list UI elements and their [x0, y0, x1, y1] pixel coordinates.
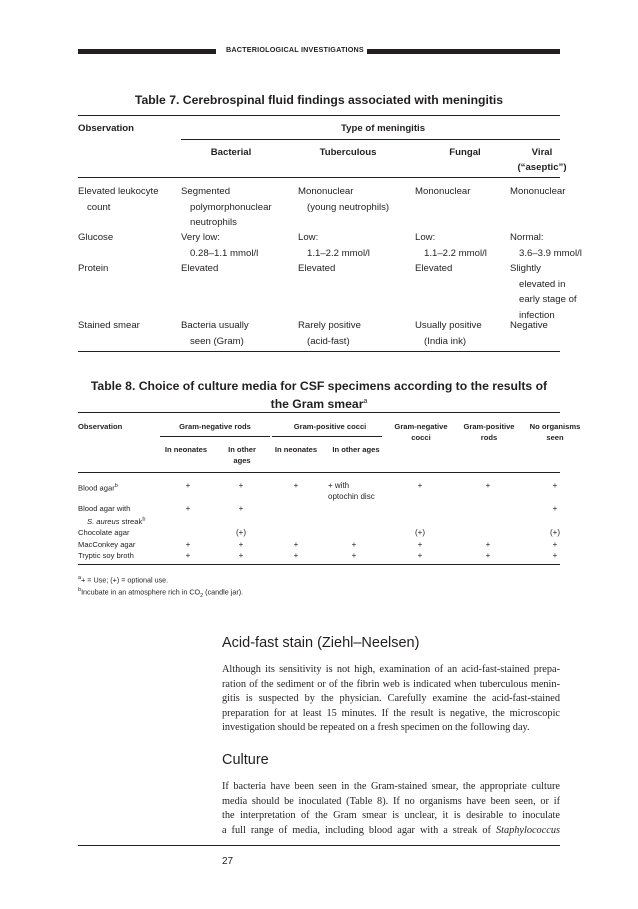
footnote-b-sub: 2	[200, 592, 204, 599]
table8-row-0-mark-6: +	[552, 481, 558, 490]
footnote-b-tail: (candle jar).	[203, 587, 244, 597]
table7-cell-line: 1.1–2.2 mmol/l	[424, 247, 487, 259]
table8-header-rule	[78, 472, 560, 473]
table7-cell-line: infection	[519, 309, 555, 321]
footnote-a-mark: a	[78, 575, 82, 581]
table8-row-0-mark-0: +	[185, 481, 191, 490]
table7-row-3-cell-3	[510, 318, 548, 334]
header-rule-right	[367, 49, 560, 54]
paragraph-line	[222, 663, 560, 678]
table7-col-header-3-line: (“aseptic”)	[517, 162, 567, 173]
footnote-b-text: Incubate in an atmosphere rich in CO	[81, 587, 201, 597]
table7-col-header-3-line: Viral	[531, 147, 553, 158]
table7-col-header-3	[500, 145, 584, 175]
table7-row-2-observation	[78, 261, 108, 277]
table7-cell-line: neutrophils	[190, 217, 237, 228]
table7-caption: Table 7. Cerebrospinal fluid findings associated with meningitis	[134, 93, 504, 107]
table8-row-3-mark-1: +	[238, 540, 244, 549]
paragraph-line-text: If bacteria have been seen in the Gram-stained smear, the appropriate culture	[222, 781, 560, 792]
table7-row-2-cell-2	[415, 261, 452, 277]
table7-row-1-cell-3	[510, 230, 582, 261]
section-acid-fast-title: Acid-fast stain (Ziehl–Neelsen)	[222, 635, 420, 651]
table8-row-3-mark-3: +	[351, 540, 357, 549]
table7-cell-line: Low:	[415, 232, 436, 243]
table7-header-rule	[78, 177, 560, 178]
table8-sub-in-other-ages-1-l2: ages	[233, 455, 251, 465]
table7-cell-line: Elevated	[181, 263, 219, 274]
table8-row-0-mark-5: +	[485, 481, 491, 490]
table8-row-4-mark-3: +	[351, 551, 357, 560]
paragraph-line	[222, 780, 560, 795]
table7-row-3-observation	[78, 318, 140, 334]
table7-row-0-cell-2	[415, 184, 470, 200]
table7-col-header-0-line: Bacterial	[210, 147, 252, 158]
table8-row-label-text: Blood agar with	[78, 504, 131, 513]
table8-no-organisms-l2: seen	[546, 432, 564, 442]
table7-row-0-observation	[78, 184, 159, 215]
table8-row-label-text: Chocolate agar	[78, 528, 130, 537]
table8-row-1-mark-1: +	[238, 504, 244, 513]
paragraph-line	[222, 692, 560, 707]
table7-cell-line: Usually positive	[415, 320, 482, 331]
paragraph-line	[222, 809, 560, 824]
footnote-a-text: + = Use; (+) = optional use.	[81, 575, 169, 585]
table7-row-3-cell-1	[298, 318, 361, 349]
table7-cell-line: seen (Gram)	[190, 335, 244, 347]
paragraph-line	[222, 824, 560, 839]
table8-row-2-mark-6: (+)	[550, 528, 560, 537]
table8-row-0-mark-2: +	[293, 481, 299, 490]
table7-cell-line: Mononuclear	[510, 186, 566, 197]
table8-row-4-mark-0: +	[185, 551, 191, 560]
table8-gnr-rule	[160, 436, 270, 437]
paragraph-line-text: media should be inoculated (Table 8). If no organisms have been seen, or if	[222, 795, 560, 807]
table7-group-rule	[181, 139, 560, 140]
paragraph-line-text: Although its sensitivity is not high, examination of an acid-fast-stained prepa-	[222, 664, 560, 675]
table7-col-header-0	[181, 145, 281, 160]
table8-caption	[78, 378, 560, 412]
table8-observation-header: Observation	[78, 422, 123, 431]
table8-row-3-mark-0: +	[185, 540, 191, 549]
table8-row-label-line2	[78, 517, 145, 526]
table8-row-4-mark-5: +	[485, 551, 491, 560]
table8-caption-sup: a	[363, 398, 368, 405]
table8-row-1-mark-0: +	[185, 504, 191, 513]
paragraph-line	[222, 678, 560, 693]
paragraph-line-text: ration of the sediment or of the fibrin web is indicated when tuberculous menin-	[222, 678, 560, 690]
table8-sub-in-other-ages-1-l1: In other	[228, 445, 256, 454]
table8-gram-pos-rods-l2: rods	[480, 432, 498, 442]
section-culture-title: Culture	[222, 752, 269, 768]
table7-cell-line: Glucose	[78, 232, 114, 243]
table8-caption-line1: Table 8. Choice of culture media for CSF specimens according to the results of	[90, 379, 548, 393]
table8-row-label-text: MacConkey agar	[78, 540, 136, 549]
header-rule-left	[78, 49, 216, 54]
table8-row-1-label	[78, 504, 145, 528]
table7-cell-line: Low:	[298, 232, 319, 243]
table8-gpc-rule	[272, 436, 382, 437]
table7-cell-line: Very low:	[181, 232, 220, 243]
table8-row-label-sup: b	[114, 483, 118, 489]
table7-observation-header: Observation	[78, 123, 134, 134]
table7-bottom-rule	[78, 351, 560, 352]
table7-cell-line: (acid-fast)	[307, 335, 350, 347]
table8-row-3-mark-6: +	[552, 540, 558, 549]
table8-row-4-mark-6: +	[552, 551, 558, 560]
table8-caption-line2: the Gram smear	[270, 397, 364, 412]
table7-col-header-1-line: Tuberculous	[319, 147, 377, 158]
table7-col-header-2-line: Fungal	[449, 147, 481, 158]
table8-sub-in-other-ages-1	[222, 445, 262, 466]
table7-cell-line: Negative	[510, 320, 548, 331]
table8-sub-in-neonates-1: In neonates	[164, 445, 208, 454]
table8-gram-pos-cocci-header: Gram-positive cocci	[293, 422, 367, 431]
page-number: 27	[222, 856, 234, 867]
table8-gram-neg-cocci-l2: cocci	[411, 432, 431, 442]
table7-cell-line: polymorphonuclear	[190, 201, 272, 213]
footnote-b-mark: b	[78, 587, 82, 593]
table8-gram-neg-cocci-l1: Gram-negative	[394, 422, 448, 431]
table8-row-3-mark-5: +	[485, 540, 491, 549]
table7-cell-line: Stained smear	[78, 320, 140, 331]
table7-row-1-cell-1	[298, 230, 370, 261]
section-culture-paragraph	[222, 780, 560, 838]
table8-row-4-mark-2: +	[293, 551, 299, 560]
table8-gram-pos-rods-header	[454, 422, 524, 443]
footer-rule	[78, 845, 560, 846]
table8-no-organisms-header	[520, 422, 590, 443]
table7-cell-line: early stage of	[519, 294, 577, 305]
table7-cell-line: 1.1–2.2 mmol/l	[307, 247, 370, 259]
table7-cell-line: Elevated leukocyte	[78, 186, 159, 197]
table8-row-3-label	[78, 540, 135, 551]
table7-top-rule	[78, 115, 560, 116]
table7-cell-line: (India ink)	[424, 335, 467, 347]
table8-sub-in-other-ages-2: In other ages	[332, 445, 380, 454]
table7-row-1-observation	[78, 230, 113, 246]
table7-cell-line: Segmented	[181, 186, 231, 197]
table8-row-label-text: Blood agar	[78, 483, 115, 493]
table8-row-4-mark-4: +	[417, 551, 423, 560]
table8-footnote-b	[78, 585, 243, 601]
paragraph-italic-word: Staphylococcus	[495, 824, 560, 836]
table7-row-1-cell-2	[415, 230, 487, 261]
table7-row-1-cell-0	[181, 230, 258, 261]
table7-cell-line: (young neutrophils)	[307, 201, 390, 213]
table8-row-4-label	[78, 551, 134, 562]
table8-row-label-text: Tryptic soy broth	[78, 551, 134, 560]
table8-gram-neg-rods-header: Gram-negative rods	[179, 422, 251, 431]
table7-cell-line: count	[87, 201, 111, 213]
table8-gram-pos-rods-l1: Gram-positive	[463, 422, 515, 431]
table7-cell-line: 0.28–1.1 mmol/l	[190, 247, 259, 259]
table8-row-0-mark-3: + with	[328, 481, 350, 490]
table8-row-label-italic: S. aureus	[87, 517, 120, 527]
table7-cell-line: Mononuclear	[298, 186, 354, 197]
table7-cell-line: elevated in	[519, 278, 566, 290]
table8-gram-neg-cocci-header	[386, 422, 456, 443]
table7-cell-line: Rarely positive	[298, 320, 361, 331]
table8-row-0-extra: optochin disc	[328, 492, 375, 501]
paragraph-line	[222, 721, 560, 736]
paragraph-line-text: gitis is suspected by the physician. Carefully examine the acid-fast-stained	[222, 693, 560, 705]
table8-row-3-mark-2: +	[293, 540, 299, 549]
table8-row-3-mark-4: +	[417, 540, 423, 549]
table8-row-1-mark-6: +	[552, 504, 558, 513]
table8-sub-in-neonates-2: In neonates	[274, 445, 318, 454]
table7-row-0-cell-1	[298, 184, 389, 215]
table7-cell-line: Protein	[78, 263, 109, 274]
table7-cell-line: 3.6–3.9 mmol/l	[519, 247, 582, 259]
table7-cell-line: Mononuclear	[415, 186, 471, 197]
paragraph-line-text: a full range of media, including blood agar with a streak of	[222, 824, 496, 836]
table8-row-label-tail: streak	[119, 517, 143, 527]
paragraph-line-text: preparation for at least 15 minutes. If the result is negative, the microscopic	[222, 707, 560, 719]
paragraph-line	[222, 707, 560, 722]
table8-row-2-mark-1: (+)	[236, 528, 246, 537]
table7-cell-line: Bacteria usually	[181, 320, 249, 331]
table7-group-header: Type of meningitis	[341, 123, 426, 134]
table8-row-0-label	[78, 481, 118, 494]
table7-row-3-cell-2	[415, 318, 482, 349]
table7-row-2-cell-0	[181, 261, 218, 277]
table7-row-0-cell-3	[510, 184, 565, 200]
paragraph-line-text: the interpretation of the Gram smear is unclear, it is desirable to inoculate	[222, 810, 560, 822]
table8-row-label-sup: b	[142, 516, 146, 523]
table8-no-organisms-l1: No organisms	[529, 422, 581, 431]
table7-col-header-1	[298, 145, 398, 160]
table8-row-0-mark-1: +	[238, 481, 244, 490]
table7-row-0-cell-0	[181, 184, 272, 231]
paragraph-line	[222, 795, 560, 810]
table8-row-2-mark-4: (+)	[415, 528, 425, 537]
paragraph-line-text: investigation should be repeated on a fresh specimen on the following day.	[222, 722, 530, 734]
table8-top-rule	[78, 412, 560, 413]
table7-row-3-cell-0	[181, 318, 249, 349]
table8-row-0-mark-4: +	[417, 481, 423, 490]
table8-footnote-a	[78, 573, 168, 585]
table7-cell-line: Normal:	[510, 232, 544, 243]
table7-cell-line: Slightly	[510, 263, 541, 274]
table8-row-4-mark-1: +	[238, 551, 244, 560]
table7-row-2-cell-1	[298, 261, 335, 277]
table8-bottom-rule	[78, 564, 560, 565]
table7-cell-line: Elevated	[415, 263, 453, 274]
running-title: BACTERIOLOGICAL INVESTIGATIONS	[226, 45, 364, 54]
table7-row-2-cell-3	[510, 261, 577, 323]
table7-cell-line: Elevated	[298, 263, 336, 274]
section-acid-fast-paragraph	[222, 663, 560, 736]
table8-row-2-label	[78, 528, 130, 539]
